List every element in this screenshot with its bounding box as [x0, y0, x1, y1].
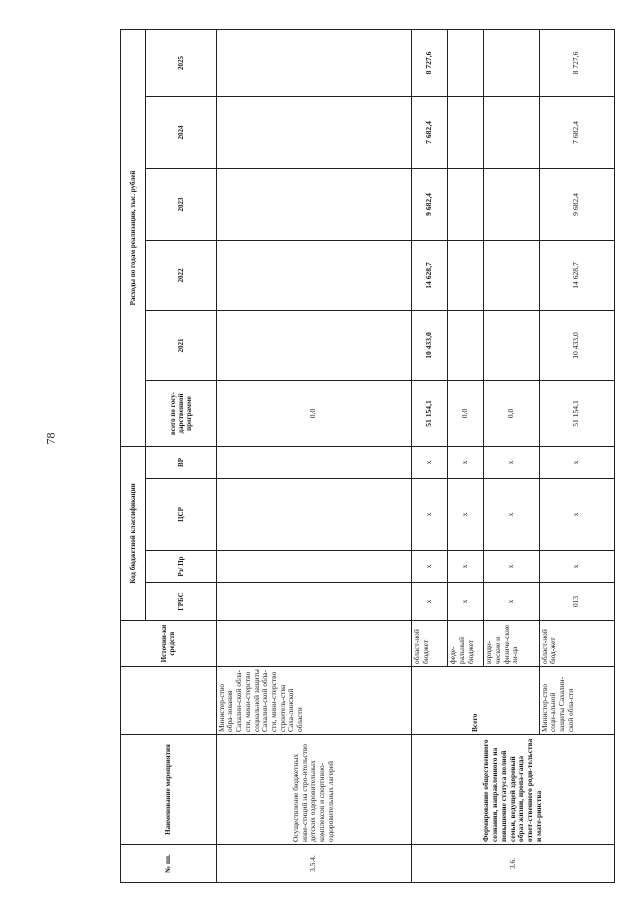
y2024-cell: [448, 96, 484, 168]
row-354-y2021: [216, 310, 411, 380]
source-cell: феде-ральный бюджет: [448, 621, 484, 667]
page-number: 78: [43, 432, 58, 445]
program-table: [120, 29, 615, 883]
header-no: № пп.: [121, 845, 217, 883]
header-executor: [121, 667, 217, 735]
row-354-rzpr-empty: [216, 551, 411, 583]
rzpr-cell: x: [412, 551, 448, 583]
row-354-grbs-empty: [216, 583, 411, 621]
y2022-cell: [448, 240, 484, 310]
table-rotated-wrapper: [120, 30, 615, 883]
row-36-grbs: 013: [539, 583, 614, 621]
y2025-cell: 8 727,6: [412, 29, 448, 96]
row-354-y2024: [216, 96, 411, 168]
y2022-cell: 14 628,7: [412, 240, 448, 310]
header-budget-group: Код бюджетной классификации: [121, 446, 146, 620]
grbs-cell: x: [448, 583, 484, 621]
row-36-vr: x: [539, 446, 614, 478]
row-354-no: 3.5.4.: [216, 845, 411, 883]
vr-cell: x: [412, 446, 448, 478]
y2023-cell: [448, 168, 484, 240]
header-year-2025: 2025: [146, 29, 216, 96]
header-vr: ВР: [146, 446, 216, 478]
y2021-cell: [448, 310, 484, 380]
row-36-y2022: 14 628,7: [539, 240, 614, 310]
grbs-cell: x: [412, 583, 448, 621]
header-year-2024: 2024: [146, 96, 216, 168]
row-354-y2022: [216, 240, 411, 310]
row-354-source-empty: [216, 621, 411, 667]
header-expenses-group: Расходы по годам реализации, тыс. рублей: [121, 29, 146, 446]
header-year-2022: 2022: [146, 240, 216, 310]
header-total: всего по госу-дарственной программе: [146, 380, 216, 446]
row-36-name: Формирование общественного сознания, направленного на повышение статуса полной семьи, ведущей здоровый образ жизни, пропа-ганда ответ-ственного роди-тельства и мате-ринства: [412, 735, 615, 845]
header-rzpr: Рз/ Пр: [146, 551, 216, 583]
header-year-2021: 2021: [146, 310, 216, 380]
row-354-name: Осуществление бюджетных инве-стиций на стро-ительство детских оздоровительных комплексов и спортивно-оздоровительных лагерей: [216, 735, 411, 845]
source-cell: област-ной бюджет: [412, 621, 448, 667]
row-354-csr-empty: [216, 479, 411, 551]
row-36-total: 51 154,1: [539, 380, 614, 446]
y2023-cell: [484, 168, 539, 240]
row-36-executor: Министер-ство соци-альной защиты Сахалин-ской обла-сти: [539, 667, 614, 735]
row-354-total: 0,0: [216, 380, 411, 446]
rzpr-cell: x: [448, 551, 484, 583]
header-name: Наименование мероприятия: [121, 735, 217, 845]
row-36-no: 3.6.: [412, 845, 615, 883]
y2025-cell: [484, 29, 539, 96]
csr-cell: x: [484, 479, 539, 551]
rzpr-cell: x: [484, 551, 539, 583]
row-354-y2025: [216, 29, 411, 96]
csr-cell: x: [448, 479, 484, 551]
header-csr: ЦСР: [146, 479, 216, 551]
row-36-y2025: 8 727,6: [539, 29, 614, 96]
row-354-vr-empty: [216, 446, 411, 478]
program-table-frame: [120, 30, 615, 883]
vr-cell: x: [484, 446, 539, 478]
y2025-cell: [448, 29, 484, 96]
row-36-total-label: Всего: [412, 667, 539, 735]
row-36-source: област-ной бюд-жет: [539, 621, 614, 667]
y2023-cell: 9 682,4: [412, 168, 448, 240]
y2021-cell: 10 433,0: [412, 310, 448, 380]
row-354-executor: Министер-ство обра-зования Сахалин-ской обла-сти, мини-стерство социальной защиты Сахалин-ской обла-сти, мини-стерство строитель-ства Саха-линской области: [216, 667, 411, 735]
header-source: Источни-ки средств: [121, 621, 217, 667]
row-36-y2024: 7 682,4: [539, 96, 614, 168]
y2024-cell: 7 682,4: [412, 96, 448, 168]
source-cell: юриди-ческие и физиче-ские ли-ца: [484, 621, 539, 667]
row-36-y2021: 10 433,0: [539, 310, 614, 380]
total-cell: 0,0: [484, 380, 539, 446]
y2022-cell: [484, 240, 539, 310]
csr-cell: x: [412, 479, 448, 551]
y2021-cell: [484, 310, 539, 380]
row-36-csr: x: [539, 479, 614, 551]
row-36-y2023: 9 682,4: [539, 168, 614, 240]
header-year-2023: 2023: [146, 168, 216, 240]
y2024-cell: [484, 96, 539, 168]
vr-cell: x: [448, 446, 484, 478]
row-36-rzpr: x: [539, 551, 614, 583]
header-grbs: ГРБС: [146, 583, 216, 621]
row-354-y2023: [216, 168, 411, 240]
grbs-cell: x: [484, 583, 539, 621]
total-cell: 51 154,1: [412, 380, 448, 446]
total-cell: 0,0: [448, 380, 484, 446]
